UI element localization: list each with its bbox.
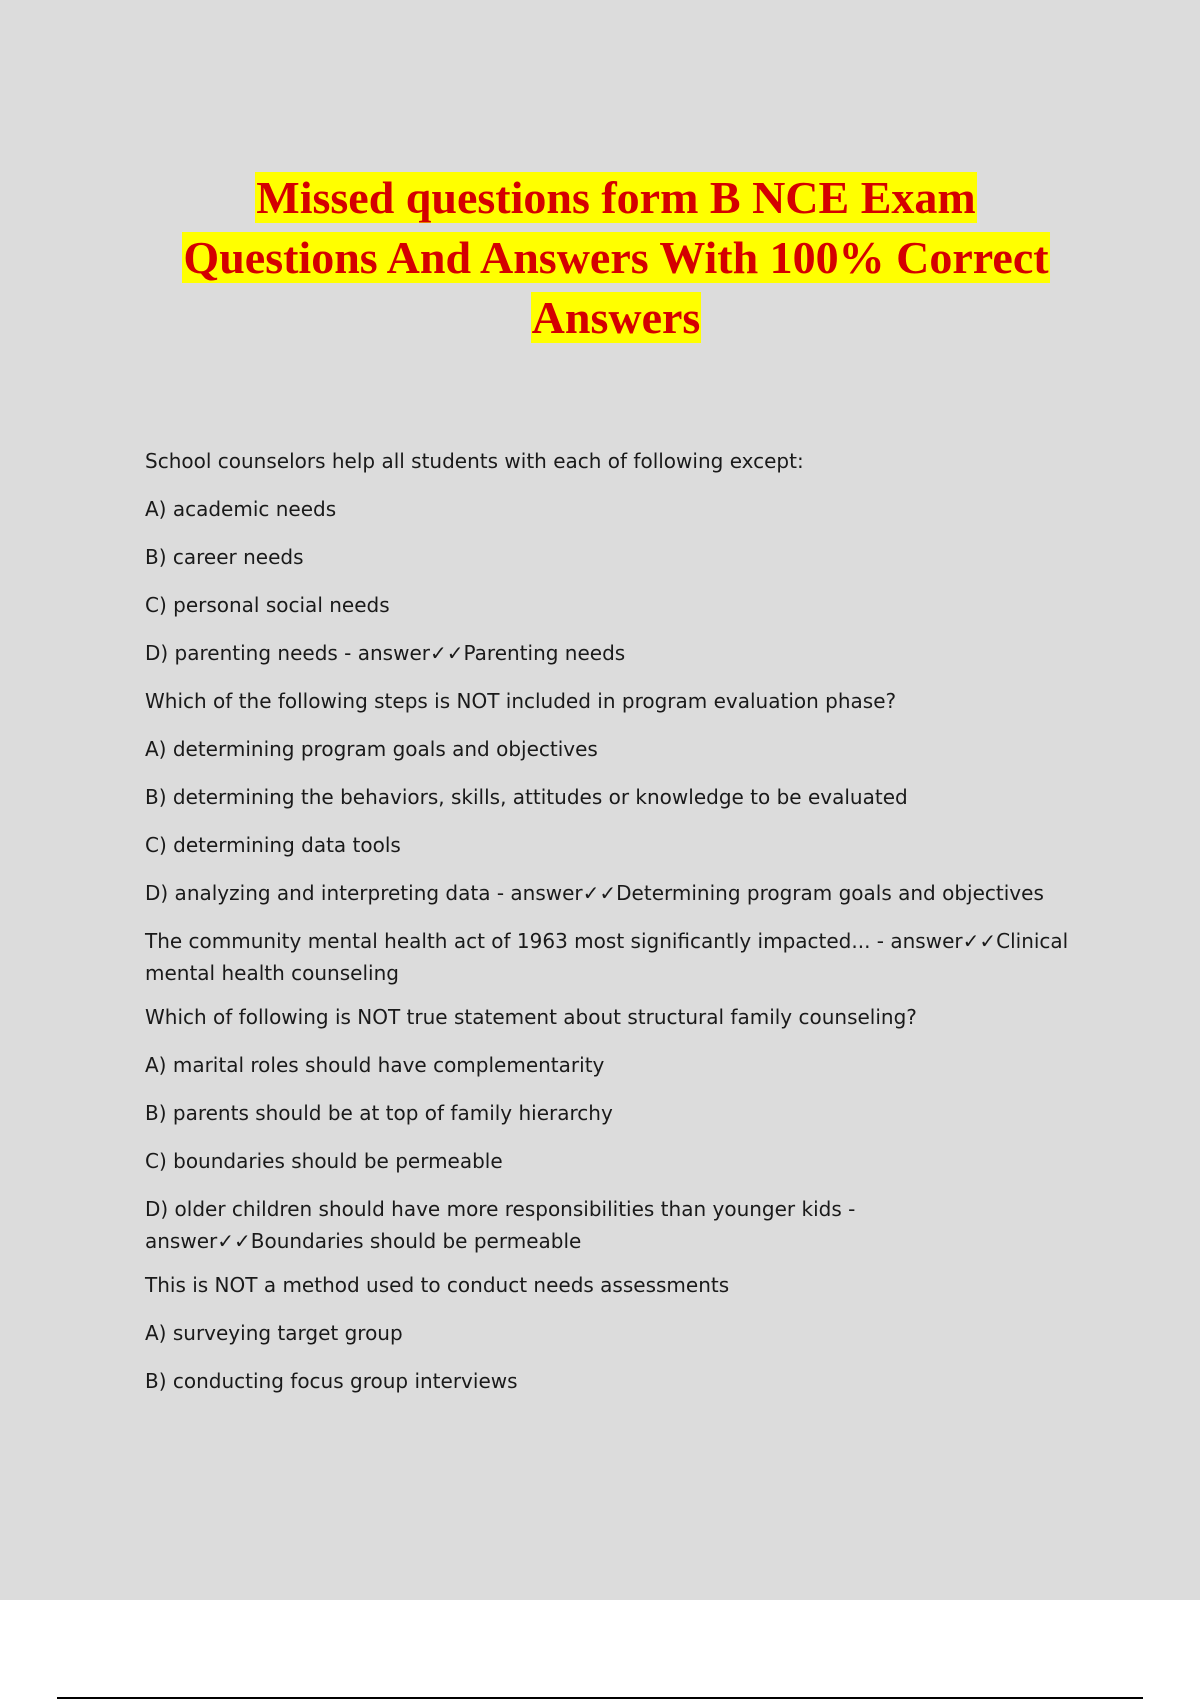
question-with-answer: The community mental health act of 1963 most significantly impacted... - answer✓✓Clinical mental health counseling	[145, 929, 1069, 985]
answer-option: C) personal social needs	[145, 593, 390, 617]
question-text: School counselors help all students with each of following except:	[145, 449, 804, 473]
answer-option: A) academic needs	[145, 497, 337, 521]
question-text: This is NOT a method used to conduct needs assessments	[145, 1273, 730, 1297]
question-list	[145, 445, 1075, 1413]
title-line: Missed questions form B NCE Exam	[256, 172, 976, 223]
question-text: Which of following is NOT true statement about structural family counseling?	[145, 1005, 917, 1029]
title-line: Answers	[531, 292, 701, 343]
answer-option: B) parents should be at top of family hierarchy	[145, 1101, 613, 1125]
answer-option: C) boundaries should be permeable	[145, 1149, 503, 1173]
title-line: Questions And Answers With 100% Correct	[183, 232, 1049, 283]
answer-option-with-answer: D) parenting needs - answer✓✓Parenting needs	[145, 641, 626, 665]
question-text: Which of the following steps is NOT included in program evaluation phase?	[145, 689, 897, 713]
answer-option-with-answer: D) analyzing and interpreting data - answer✓✓Determining program goals and objectives	[145, 881, 1044, 905]
document-title	[60, 168, 1172, 348]
answer-option: B) determining the behaviors, skills, attitudes or knowledge to be evaluated	[145, 785, 908, 809]
answer-option: A) marital roles should have complementarity	[145, 1053, 605, 1077]
answer-option: C) determining data tools	[145, 833, 401, 857]
answer-option: A) determining program goals and objectives	[145, 737, 598, 761]
answer-option-with-answer: D) older children should have more responsibilities than younger kids - answer✓✓Boundaries should be permeable	[145, 1197, 856, 1253]
footer-divider	[57, 1697, 1143, 1699]
answer-option: A) surveying target group	[145, 1321, 403, 1345]
answer-option: B) conducting focus group interviews	[145, 1369, 518, 1393]
answer-option: B) career needs	[145, 545, 304, 569]
